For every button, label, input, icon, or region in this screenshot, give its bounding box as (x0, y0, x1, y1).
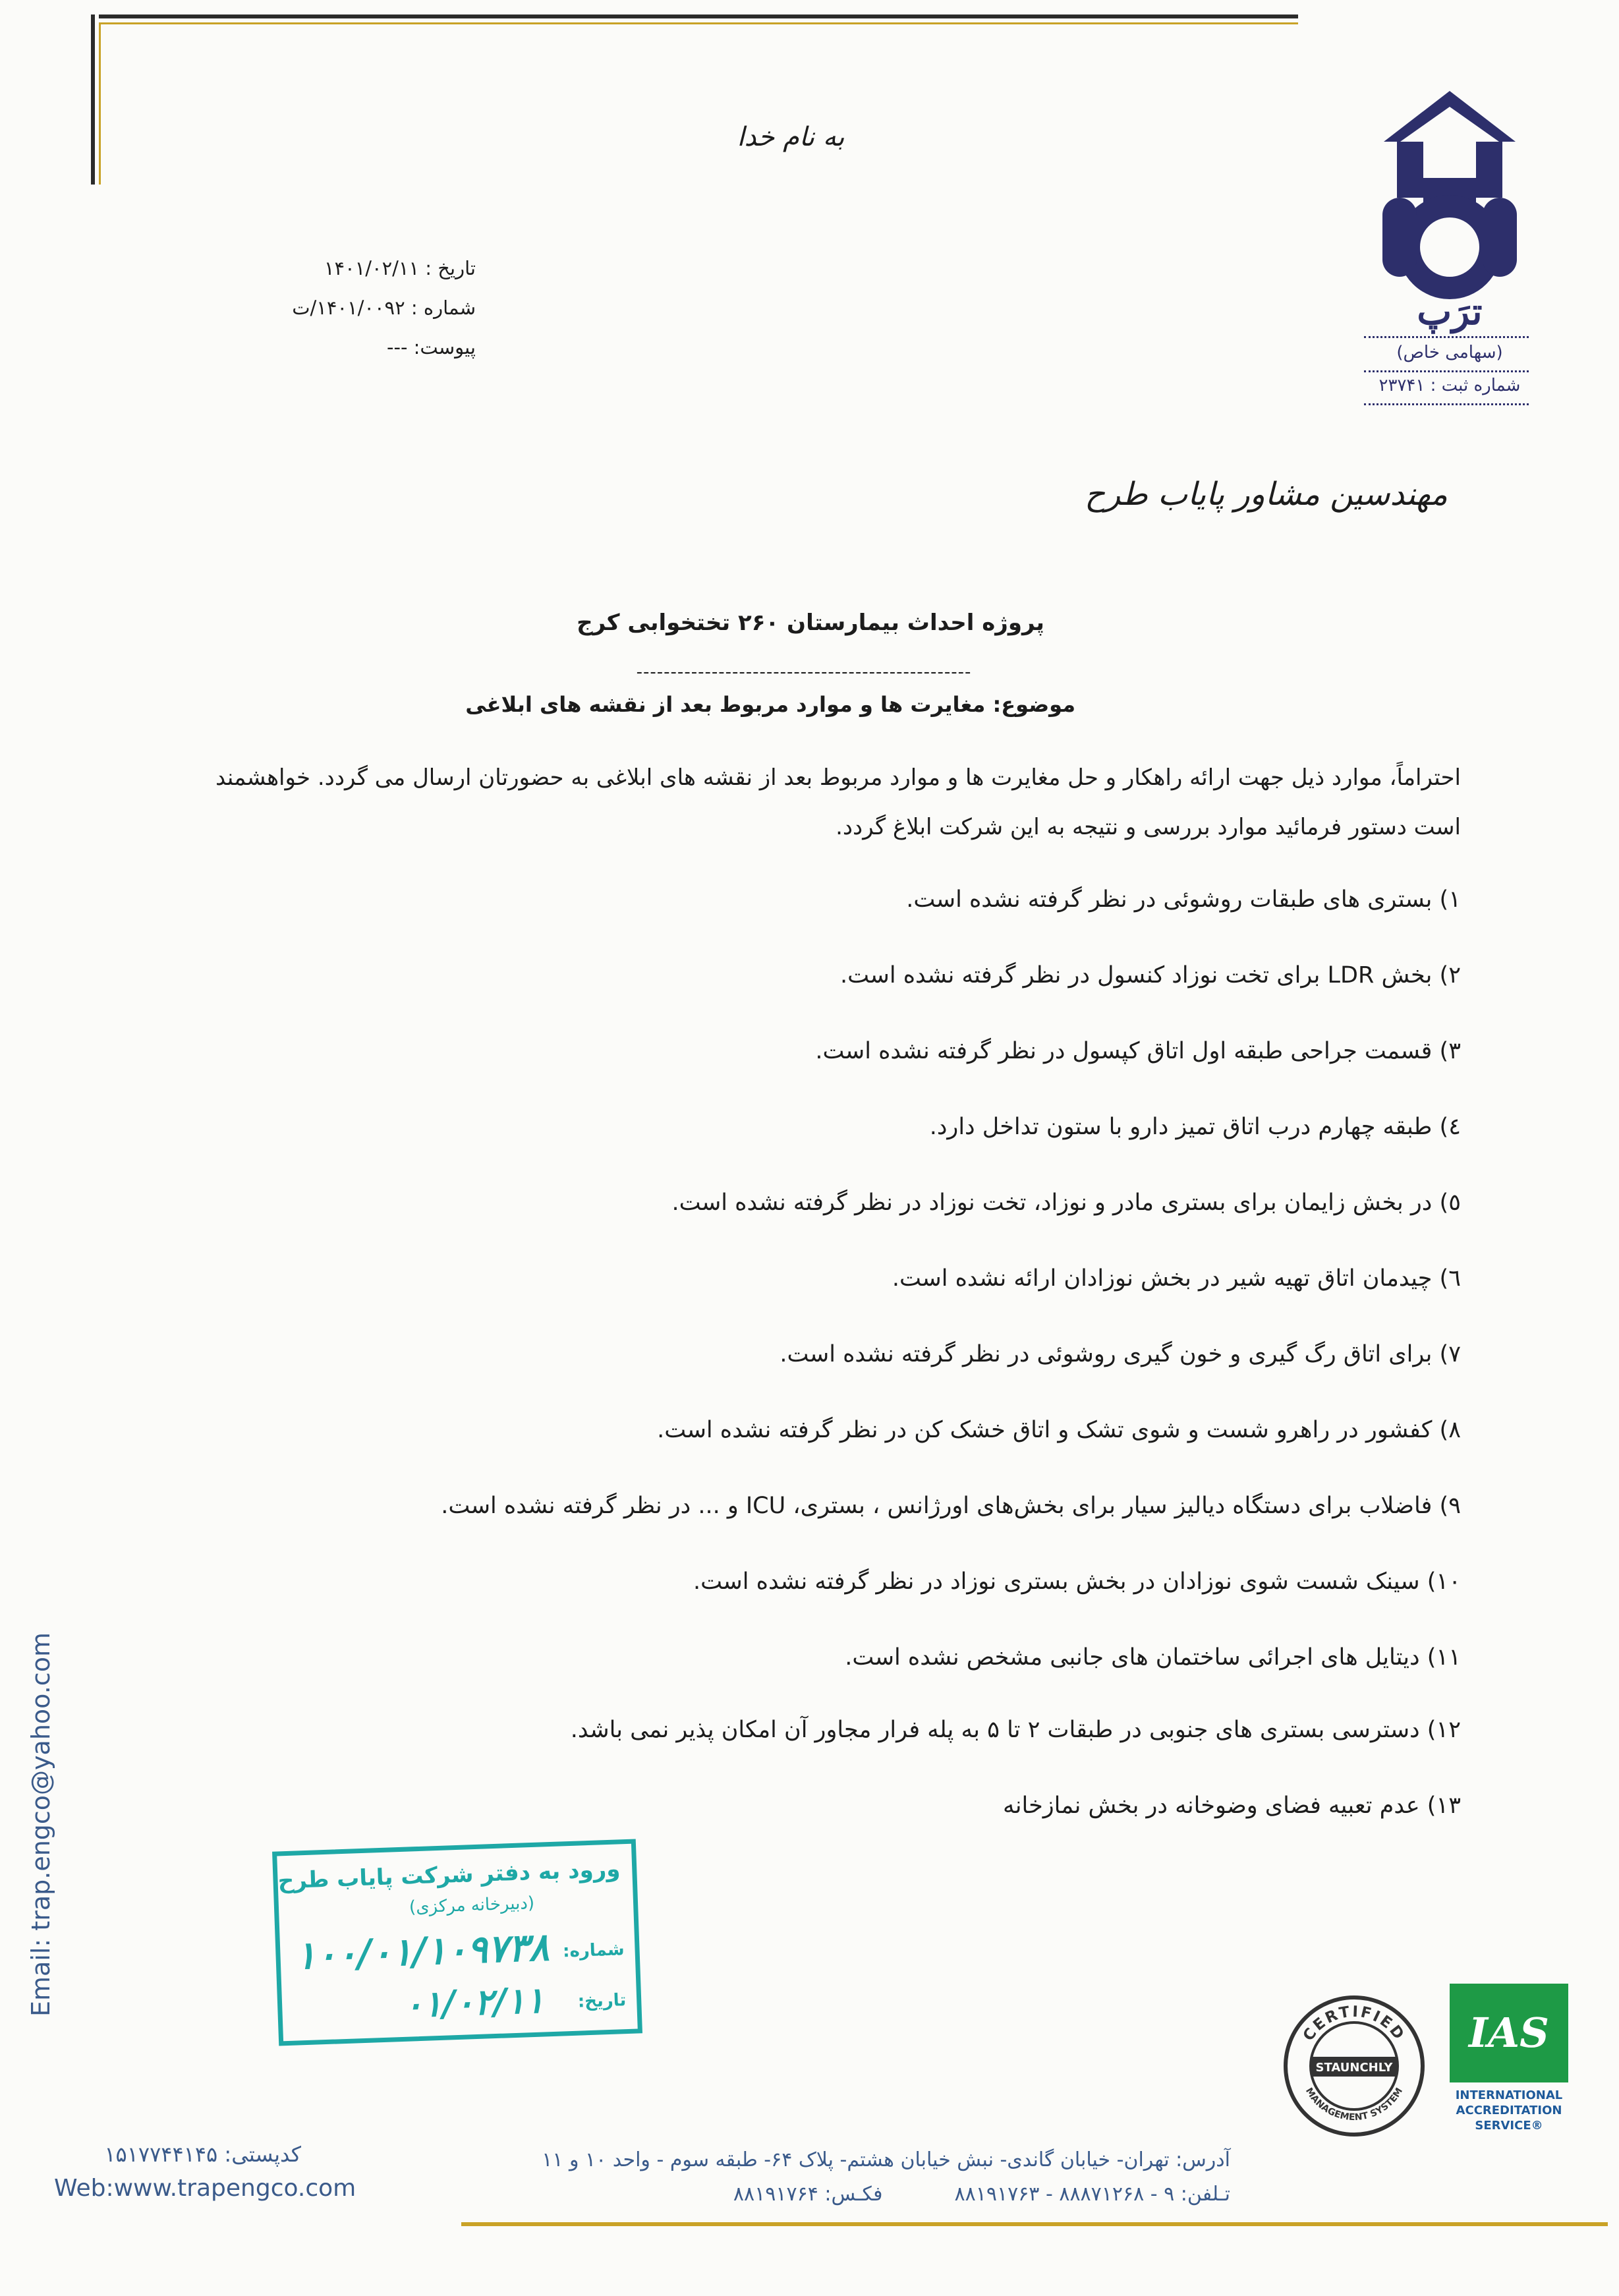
list-item: ۲) بخش LDR برای تخت نوزاد کنسول در نظر گرفته نشده است. (840, 962, 1461, 989)
list-item: ۱۱) دیتایل های اجرائی ساختمان های جانبی مشخص نشده است. (845, 1644, 1461, 1671)
list-item: ۹) فاضلاب برای دستگاه دیالیز سیار برای بخش‌های اورژانس ، بستری، ICU و ... در نظر گرفته نشده است. (441, 1493, 1461, 1519)
number-line (292, 297, 476, 319)
stamp-subtitle: (دبیرخانه مرکزی) (409, 1893, 535, 1918)
attachment-label: پیوست: (413, 336, 476, 359)
company-divider-middle (1364, 370, 1529, 372)
list-item: ۱) بستری های طبقات روشوئی در نظر گرفته نشده است. (906, 886, 1461, 913)
footer-gold-bar (461, 2222, 1608, 2226)
list-item: ٦) چیدمان اتاق تهیه شیر در بخش نوزادان ارائه نشده است. (892, 1265, 1461, 1292)
title-separator: ------------------------------------------------- (636, 662, 972, 682)
ias-logo-icon (1450, 1984, 1568, 2082)
company-divider-bottom (1364, 403, 1529, 405)
letterhead-frame-top (99, 14, 1298, 18)
intro-line: احتراماً، موارد ذیل جهت ارائه راهکار و حل مغایرت ها و موارد مربوط بعد از نقشه های ابلاغی به حضورتان ارسال می گردد. خواهشمند (215, 764, 1461, 791)
date-line (324, 257, 476, 279)
list-item: ٥) در بخش زایمان برای بستری مادر و نوزاد، تخت نوزاد در نظر گرفته نشده است. (671, 1190, 1461, 1216)
company-website: Web:www.trapengco.com (54, 2175, 356, 2202)
attachment-line (387, 336, 476, 359)
cert-middle-text: STAUNCHLY (1315, 2061, 1393, 2075)
date-value: ۱۴۰۱/۰۲/۱۱ (324, 257, 420, 279)
list-item: ۱۲) دسترسی بستری های جنوبی در طبقات ۲ تا ۵ به پله فرار مجاور آن امکان پذیر نمی باشد. (570, 1717, 1461, 1743)
letter-subject: موضوع: مغایرت ها و موارد مربوط بعد از نقشه های ابلاغی (465, 692, 1075, 717)
company-phone: تـلفن: ۹ - ۸۸۸۷۱۲۶۸ - ۸۸۱۹۱۷۶۳ (954, 2183, 1230, 2206)
stamp-title: ورود به دفتر شرکت پایاب طرح (277, 1856, 621, 1895)
certified-badge-icon (1282, 1994, 1427, 2138)
letter-recipient: مهندسین مشاور پایاب طرح (1085, 476, 1448, 513)
list-item: ۸) کفشور در راهرو شست و شوی تشک و اتاق خشک کن در نظر گرفته نشده است. (657, 1417, 1461, 1443)
ias-caption-line: ACCREDITATION (1456, 2104, 1562, 2117)
company-registration: شماره ثبت : ۲۳۷۴۱ (1378, 376, 1521, 395)
list-item: ۳) قسمت جراحی طبقه اول اتاق کپسول در نظر گرفته نشده است. (815, 1038, 1461, 1064)
number-label: شماره : (411, 297, 476, 319)
ias-caption-line: SERVICE® (1475, 2119, 1543, 2133)
company-name: ترَپ (1417, 290, 1483, 333)
list-item: ۱۰) سینک شست شوی نوزادان در بخش بستری نوزاد در نظر گرفته نشده است. (693, 1568, 1461, 1595)
cert-bottom-text: MANAGEMENT SYSTEM (1303, 2086, 1406, 2123)
list-item: ۱۳) عدم تعبیه فضای وضوخانه در بخش نمازخانه (1002, 1793, 1461, 1819)
company-fax: فکـس: ۸۸۱۹۱۷۶۴ (733, 2183, 883, 2206)
company-contact (733, 2183, 1230, 2206)
intro-line: است دستور فرمائید موارد بررسی و نتیجه به این شرکت ابلاغ گردد. (836, 814, 1461, 840)
postal-code: کدپستی: ۱۵۱۷۷۴۴۱۴۵ (104, 2142, 301, 2167)
letter-invocation: به نام خدا (737, 122, 845, 152)
company-divider-top (1364, 336, 1529, 338)
stamp-date-value: ۰۱/۰۲/۱۱ (403, 1978, 546, 2026)
date-label: تاریخ : (425, 257, 476, 279)
received-stamp (272, 1839, 642, 2046)
ias-logo-text: IAS (1469, 2009, 1549, 2057)
cert-top-text: CERTIFIED (1299, 2003, 1409, 2044)
company-email: Email: trap.engco@yahoo.com (26, 1632, 55, 2017)
stamp-number-value: ۱۰۰/۰۱/۱۰۹۷۳۸ (295, 1924, 550, 1978)
letterhead-frame-left-gold (99, 22, 101, 185)
stamp-number-label: شماره: (562, 1939, 625, 1962)
company-address: آدرس: تهران- خیابان گاندی- نبش خیابان هشتم- پلاک ۶۴- طبقه سوم - واحد ۱۰ و ۱۱ (542, 2148, 1230, 2171)
stamp-date-label: تاریخ: (577, 1990, 627, 2012)
letterhead-frame-top-gold (99, 22, 1298, 24)
company-type: (سهامی خاص) (1396, 343, 1503, 362)
list-item: ٤) طبقه چهارم درب اتاق تمیز دارو با ستون تداخل دارد. (929, 1114, 1461, 1140)
project-title: پروژه احداث بیمارستان ۲۶۰ تختخوابی کرج (577, 610, 1044, 636)
ias-caption-line: INTERNATIONAL (1455, 2088, 1563, 2102)
ias-caption (1443, 2088, 1575, 2133)
attachment-value: --- (387, 336, 408, 359)
letterhead-frame-left (91, 14, 95, 185)
list-item: ۷) برای اتاق رگ گیری و خون گیری روشوئی در نظر گرفته نشده است. (780, 1341, 1461, 1367)
number-value: ۱۴۰۱/۰۰۹۲/ت (292, 297, 405, 319)
